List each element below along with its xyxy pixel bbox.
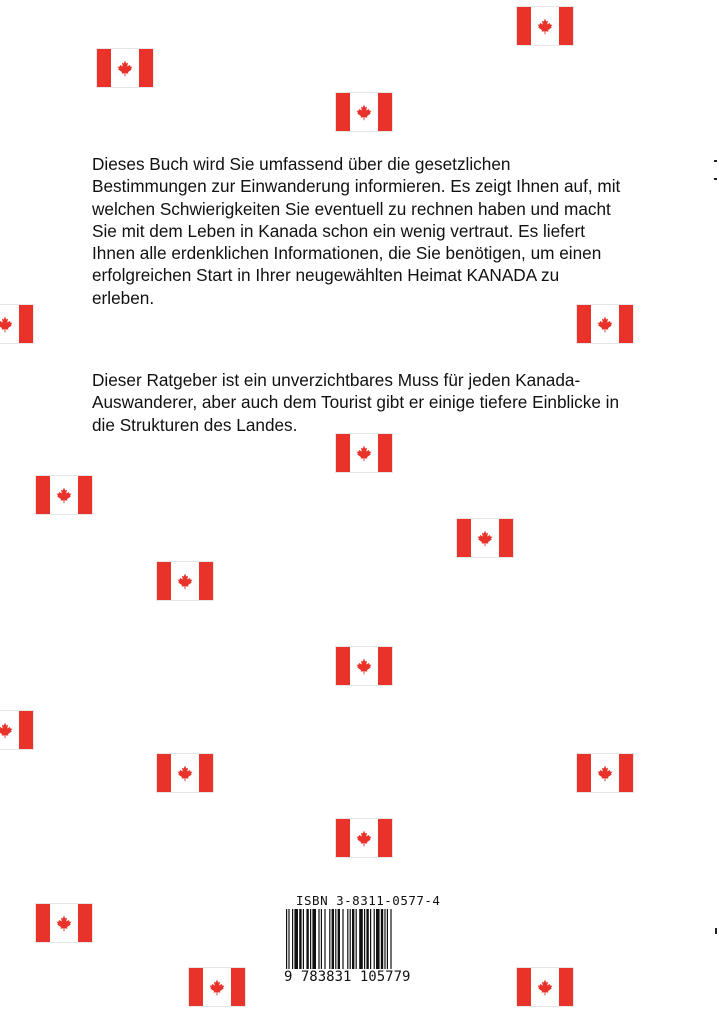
maple-leaf-icon bbox=[176, 764, 194, 782]
maple-leaf-icon bbox=[596, 764, 614, 782]
isbn-barcode bbox=[284, 893, 444, 986]
canada-flag bbox=[576, 753, 634, 793]
canada-flag bbox=[156, 753, 214, 793]
canada-flag bbox=[335, 92, 393, 132]
barcode-bar bbox=[306, 909, 308, 969]
canada-flag bbox=[188, 967, 246, 1007]
barcode-bar bbox=[352, 909, 354, 969]
maple-leaf-icon bbox=[55, 486, 73, 504]
maple-leaf-icon bbox=[176, 572, 194, 590]
barcode-bar bbox=[370, 909, 371, 969]
canada-flag bbox=[335, 433, 393, 473]
barcode-bar bbox=[381, 909, 383, 969]
maple-leaf-icon bbox=[355, 657, 373, 675]
barcode-bar bbox=[312, 909, 316, 969]
barcode-bar bbox=[294, 909, 298, 969]
maple-leaf-icon bbox=[0, 721, 14, 739]
canada-flag bbox=[576, 304, 634, 344]
maple-leaf-icon bbox=[208, 978, 226, 996]
barcode-bar bbox=[350, 909, 351, 969]
barcode-number: 9 783831 105779 bbox=[284, 969, 444, 985]
edge-mark bbox=[714, 178, 717, 180]
barcode-bar bbox=[299, 909, 301, 969]
canada-flag-partial-left bbox=[0, 304, 34, 344]
maple-leaf-icon bbox=[355, 444, 373, 462]
canada-flag bbox=[335, 818, 393, 858]
edge-mark bbox=[714, 160, 717, 162]
barcode-bar bbox=[342, 909, 343, 969]
maple-leaf-icon bbox=[476, 529, 494, 547]
canada-flag bbox=[335, 646, 393, 686]
barcode-bar bbox=[384, 909, 385, 969]
recommendation-paragraph: Dieser Ratgeber ist ein unverzichtbares Muss für jeden Kanada-Auswanderer, aber auch dem Tourist gibt er einige tiefere Einblicke in die Strukturen des Landes. bbox=[92, 370, 620, 435]
maple-leaf-icon bbox=[355, 103, 373, 121]
canada-flag-partial-left bbox=[0, 710, 34, 750]
barcode-bar bbox=[303, 909, 304, 969]
canada-flag bbox=[456, 518, 514, 558]
canada-flag bbox=[156, 561, 214, 601]
barcode-bar bbox=[356, 909, 357, 969]
barcode-bar bbox=[310, 909, 311, 969]
barcode-bar bbox=[318, 909, 319, 969]
barcode-bar bbox=[366, 909, 368, 969]
canada-flag bbox=[96, 48, 154, 88]
barcode-bar bbox=[347, 909, 348, 969]
maple-leaf-icon bbox=[596, 315, 614, 333]
maple-leaf-icon bbox=[355, 829, 373, 847]
maple-leaf-icon bbox=[0, 315, 14, 333]
barcode-bar bbox=[324, 909, 325, 969]
barcode-bar bbox=[364, 909, 365, 969]
canada-flag bbox=[35, 475, 93, 515]
maple-leaf-icon bbox=[536, 17, 554, 35]
barcode-bar bbox=[374, 909, 375, 969]
maple-leaf-icon bbox=[55, 914, 73, 932]
canada-flag bbox=[35, 903, 93, 943]
barcode-bar bbox=[359, 909, 363, 969]
barcode-bar bbox=[335, 909, 336, 969]
description-paragraph: Dieses Buch wird Sie umfassend über die gesetzlichen Bestimmungen zur Einwanderung informieren. Es zeigt Ihnen auf, mit welchen Schwierigkeiten Sie eventuell zu rechnen haben und macht Sie mit dem Leben in Kanada schon ein wenig vertraut. Es liefert Ihnen alle erdenklichen Informationen, die Sie benötigen, um einen erfolgreichen Start in Ihrer neugewählten Heimat KANADA zu erleben. bbox=[92, 154, 621, 308]
barcode-bar bbox=[321, 909, 322, 969]
canada-flag bbox=[516, 967, 574, 1007]
edge-mark bbox=[715, 928, 717, 934]
maple-leaf-icon bbox=[536, 978, 554, 996]
barcode-bar bbox=[292, 909, 293, 969]
barcode-bar bbox=[329, 909, 330, 969]
canada-flag bbox=[516, 6, 574, 46]
barcode-bar bbox=[376, 909, 380, 969]
isbn-label: ISBN 3-8311-0577-4 bbox=[296, 893, 441, 908]
barcode-bar bbox=[387, 909, 388, 969]
maple-leaf-icon bbox=[116, 59, 134, 77]
barcode-bar bbox=[332, 909, 334, 969]
